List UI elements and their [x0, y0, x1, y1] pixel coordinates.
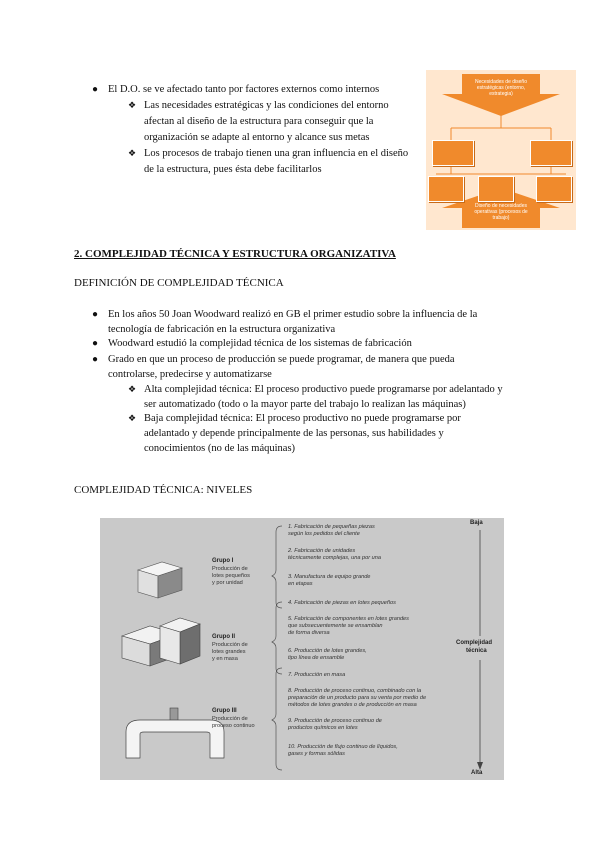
axis-label-l1: Complejidad — [456, 640, 493, 646]
group1-desc-l2: lotes pequeños — [212, 573, 250, 579]
s1-line1: Alta complejidad técnica: El proceso productivo puede programarse por adelantado y — [144, 384, 503, 395]
bottom-arrow-label: Diseño de necesidades operativas (procesos de trabajo) — [474, 203, 528, 221]
top-arrow-label: Necesidades de diseño estratégicas (entorno, estrategia) — [475, 79, 527, 97]
b2-line1: Woodward estudió la complejidad técnica de los sistemas de fabricación — [108, 338, 412, 349]
group2-desc-l1: Producción de — [212, 642, 248, 648]
axis-bottom-label: Alta — [471, 770, 483, 776]
diamond-icon: ❖ — [128, 413, 137, 423]
bullet-dot: ● — [92, 354, 99, 365]
org-box-mid-right — [530, 140, 572, 166]
axis-label-l2: técnica — [466, 648, 487, 654]
org-box-low-3 — [536, 176, 572, 202]
b3-line2: controlarse, predecirse y automatizarse — [108, 369, 272, 380]
org-box-mid-left — [432, 140, 474, 166]
level-item-3: 3. Manufactura de equipo grande en etapas — [288, 574, 371, 587]
org-diagram — [426, 70, 576, 230]
intro-bullet: El D.O. se ve afectado tanto por factores externos como internos — [108, 84, 380, 95]
bullet-dot: ● — [92, 84, 99, 95]
b3-line1: Grado en que un proceso de producción se puede programar, de manera que pueda — [108, 354, 455, 365]
group1-name: Grupo I — [212, 558, 234, 564]
diamond-icon: ❖ — [128, 384, 137, 394]
group2-desc-l2: lotes grandes — [212, 649, 246, 655]
group2-desc-l3: y en masa — [212, 656, 238, 662]
levels-title: COMPLEJIDAD TÉCNICA: NIVELES — [74, 484, 253, 496]
s2-line3: conocimientos (no de las máquinas) — [144, 443, 296, 454]
org-box-low-1 — [428, 176, 464, 202]
intro-sub2-line1: Los procesos de trabajo tienen una gran influencia en el diseño — [144, 148, 409, 159]
group2-name: Grupo II — [212, 634, 235, 640]
group1-block-icon — [138, 562, 182, 598]
level-item-5: 5. Fabricación de componentes en lotes grandes que subsecuentemente se ensamblan de forma diversa — [288, 616, 409, 636]
group1-desc-l1: Producción de — [212, 566, 248, 572]
level-item-1: 1. Fabricación de pequeñas piezas según los pedidos del cliente — [288, 524, 375, 537]
b1-line1: En los años 50 Joan Woodward realizó en GB el primer estudio sobre la influencia de la — [108, 309, 478, 320]
diamond-icon: ❖ — [128, 100, 137, 110]
intro-sub1-line1: Las necesidades estratégicas y las condiciones del entorno — [144, 100, 389, 111]
level-item-9: 9. Producción de proceso continuo de productos químicos en lotes — [288, 718, 382, 731]
group3-pipe-icon — [126, 708, 224, 758]
s1-line2: ser automatizado (todo o la mayor parte del trabajo lo realizan las máquinas) — [144, 399, 466, 410]
intro-sub1-line2: afectan al diseño de la estructura para conseguir que la — [144, 116, 374, 127]
level-item-7: 7. Producción en masa — [288, 672, 346, 678]
level-item-2: 2. Fabricación de unidades técnicamente complejas, una por una — [288, 548, 381, 561]
level-item-10: 10. Producción de flujo continuo de líquidos, gases y formas sólidas — [288, 744, 398, 757]
level-item-4: 4. Fabricación de piezas en lotes pequeños — [288, 600, 396, 606]
level-item-6: 6. Producción de lotes grandes, tipo línea de ensamble — [288, 648, 367, 661]
group3-desc-l1: Producción de — [212, 716, 248, 722]
b1-line2: tecnología de fabricación en la estructura organizativa — [108, 324, 336, 335]
bullet-dot: ● — [92, 309, 99, 320]
axis-top-label: Baja — [470, 520, 483, 526]
levels-figure — [100, 518, 504, 780]
level-item-8: 8. Producción de proceso continuo, combinado con la preparación de un producto para su venta por medio de métodos de lotes grandes o de producción en masa — [288, 688, 427, 708]
intro-sub2-line2: de la estructura, pues ésta debe facilitarlos — [144, 164, 322, 175]
s2-line1: Baja complejidad técnica: El proceso productivo no puede programarse por — [144, 413, 461, 424]
diamond-icon: ❖ — [128, 148, 137, 158]
group2-blocks-icon — [122, 618, 200, 666]
group1-desc-l3: y por unidad — [212, 580, 243, 586]
s2-line2: adelantado y depende principalmente de las personas, sus habilidades y — [144, 428, 444, 439]
intro-sub1-line3: organización se adapte al entorno y alcance sus metas — [144, 132, 370, 143]
group3-name: Grupo III — [212, 708, 237, 714]
section-title: 2. COMPLEJIDAD TÉCNICA Y ESTRUCTURA ORGANIZATIVA — [74, 248, 396, 260]
axis-arrow-icon — [477, 762, 483, 770]
definition-title: DEFINICIÓN DE COMPLEJIDAD TÉCNICA — [74, 277, 284, 289]
bullet-dot: ● — [92, 338, 99, 349]
org-box-low-2 — [478, 176, 514, 202]
group3-desc-l2: proceso continuo — [212, 723, 255, 729]
